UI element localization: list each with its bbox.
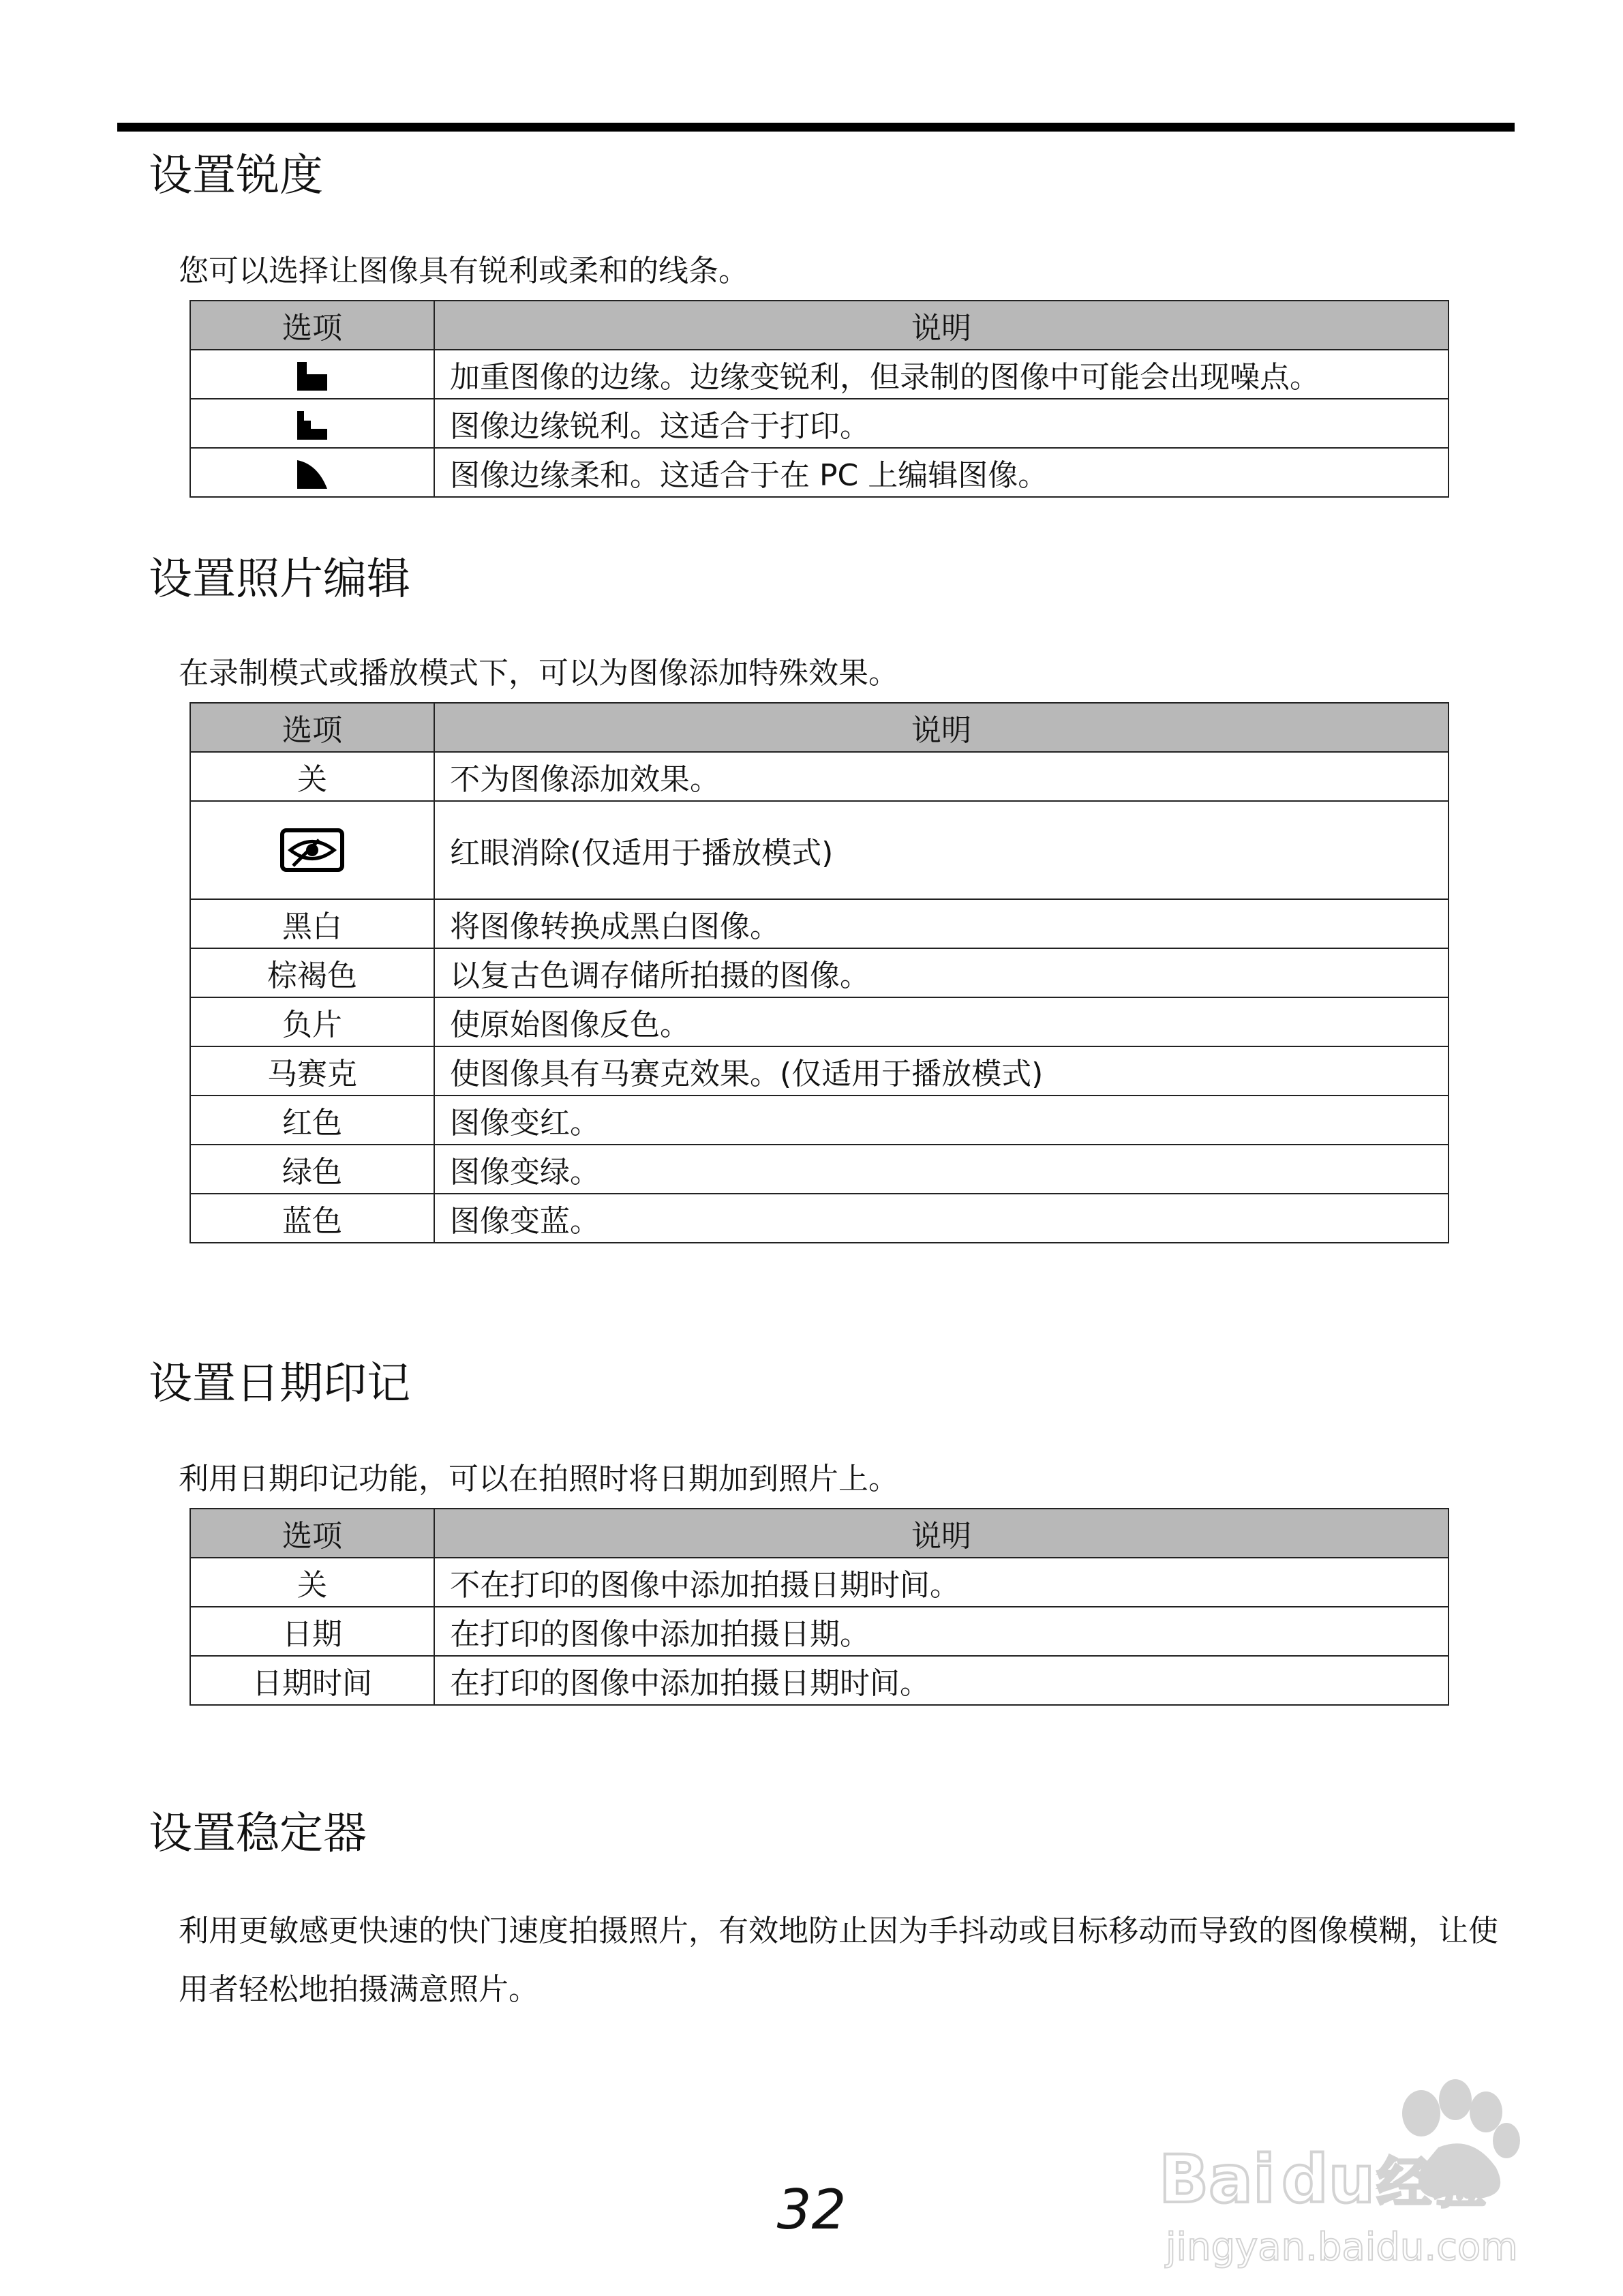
header-option: 选项	[190, 301, 434, 350]
section-intro-date-stamp: 利用日期印记功能，可以在拍照时将日期加到照片上。	[179, 1462, 898, 1496]
desc-cell: 红眼消除(仅适用于播放模式)	[434, 801, 1448, 899]
page-number: 32	[776, 2178, 847, 2241]
table-row	[190, 448, 1448, 497]
option-cell	[190, 801, 434, 899]
header-option: 选项	[190, 703, 434, 752]
desc-cell: 图像边缘柔和。这适合于在 PC 上编辑图像。	[434, 448, 1448, 497]
svg-text:Bai: Bai	[1159, 2141, 1275, 2218]
desc-cell: 在打印的图像中添加拍摄日期时间。	[434, 1656, 1448, 1705]
red-eye-icon	[279, 828, 345, 873]
desc-cell: 图像变绿。	[434, 1145, 1448, 1194]
sharpness-table	[189, 300, 1449, 498]
option-cell: 关	[190, 1558, 434, 1607]
option-cell: 关	[190, 752, 434, 801]
baidu-watermark-logo	[1152, 2066, 1534, 2270]
header-desc: 说明	[434, 1509, 1448, 1558]
top-rule	[117, 123, 1515, 132]
table-row	[190, 1046, 1448, 1096]
svg-text:jingyan.baidu.com: jingyan.baidu.com	[1166, 2225, 1518, 2269]
section-intro-sharpness: 您可以选择让图像具有锐利或柔和的线条。	[179, 254, 748, 288]
sharp-strong-icon	[294, 359, 330, 392]
table-row	[190, 1558, 1448, 1607]
table-row	[190, 350, 1448, 399]
option-cell: 黑白	[190, 899, 434, 948]
header-desc: 说明	[434, 703, 1448, 752]
svg-text:du: du	[1281, 2141, 1376, 2218]
desc-cell: 图像变蓝。	[434, 1194, 1448, 1243]
section-title-sharpness: 设置锐度	[149, 151, 323, 201]
option-cell: 日期时间	[190, 1656, 434, 1705]
table-row	[190, 1194, 1448, 1243]
table-row	[190, 752, 1448, 801]
table-row	[190, 1656, 1448, 1705]
table-header-row	[190, 703, 1448, 752]
desc-cell: 不在打印的图像中添加拍摄日期时间。	[434, 1558, 1448, 1607]
table-row	[190, 1145, 1448, 1194]
table-header-row	[190, 1509, 1448, 1558]
option-cell: 负片	[190, 997, 434, 1046]
option-cell	[190, 399, 434, 448]
desc-cell: 图像边缘锐利。这适合于打印。	[434, 399, 1448, 448]
section-title-date-stamp: 设置日期印记	[149, 1359, 410, 1409]
date-stamp-table	[189, 1508, 1449, 1706]
table-row	[190, 948, 1448, 997]
option-cell: 红色	[190, 1096, 434, 1145]
option-cell: 蓝色	[190, 1194, 434, 1243]
option-cell: 棕褐色	[190, 948, 434, 997]
table-row	[190, 801, 1448, 899]
desc-cell: 以复古色调存储所拍摄的图像。	[434, 948, 1448, 997]
table-row	[190, 997, 1448, 1046]
sharp-normal-icon	[294, 408, 330, 441]
section-intro-photo-edit: 在录制模式或播放模式下，可以为图像添加特殊效果。	[179, 656, 898, 691]
header-desc: 说明	[434, 301, 1448, 350]
photo-edit-table	[189, 702, 1449, 1243]
section-title-photo-edit: 设置照片编辑	[149, 554, 410, 605]
sharp-soft-icon	[294, 457, 330, 490]
desc-cell: 加重图像的边缘。边缘变锐利，但录制的图像中可能会出现噪点。	[434, 350, 1448, 399]
table-row	[190, 1607, 1448, 1656]
desc-cell: 图像变红。	[434, 1096, 1448, 1145]
desc-cell: 使图像具有马赛克效果。(仅适用于播放模式)	[434, 1046, 1448, 1096]
option-cell: 日期	[190, 1607, 434, 1656]
table-row	[190, 1096, 1448, 1145]
option-cell: 马赛克	[190, 1046, 434, 1096]
desc-cell: 使原始图像反色。	[434, 997, 1448, 1046]
desc-cell: 将图像转换成黑白图像。	[434, 899, 1448, 948]
svg-text:经验: 经验	[1377, 2151, 1486, 2215]
header-option: 选项	[190, 1509, 434, 1558]
section-body-stabilizer: 利用更敏感更快速的快门速度拍摄照片，有效地防止因为手抖动或目标移动而导致的图像模糊，让使用者轻松地拍摄满意照片。	[179, 1914, 1498, 2007]
table-header-row	[190, 301, 1448, 350]
option-cell	[190, 350, 434, 399]
option-cell	[190, 448, 434, 497]
table-row	[190, 399, 1448, 448]
desc-cell: 在打印的图像中添加拍摄日期。	[434, 1607, 1448, 1656]
table-row	[190, 899, 1448, 948]
option-cell: 绿色	[190, 1145, 434, 1194]
desc-cell: 不为图像添加效果。	[434, 752, 1448, 801]
section-title-stabilizer: 设置稳定器	[149, 1809, 367, 1859]
